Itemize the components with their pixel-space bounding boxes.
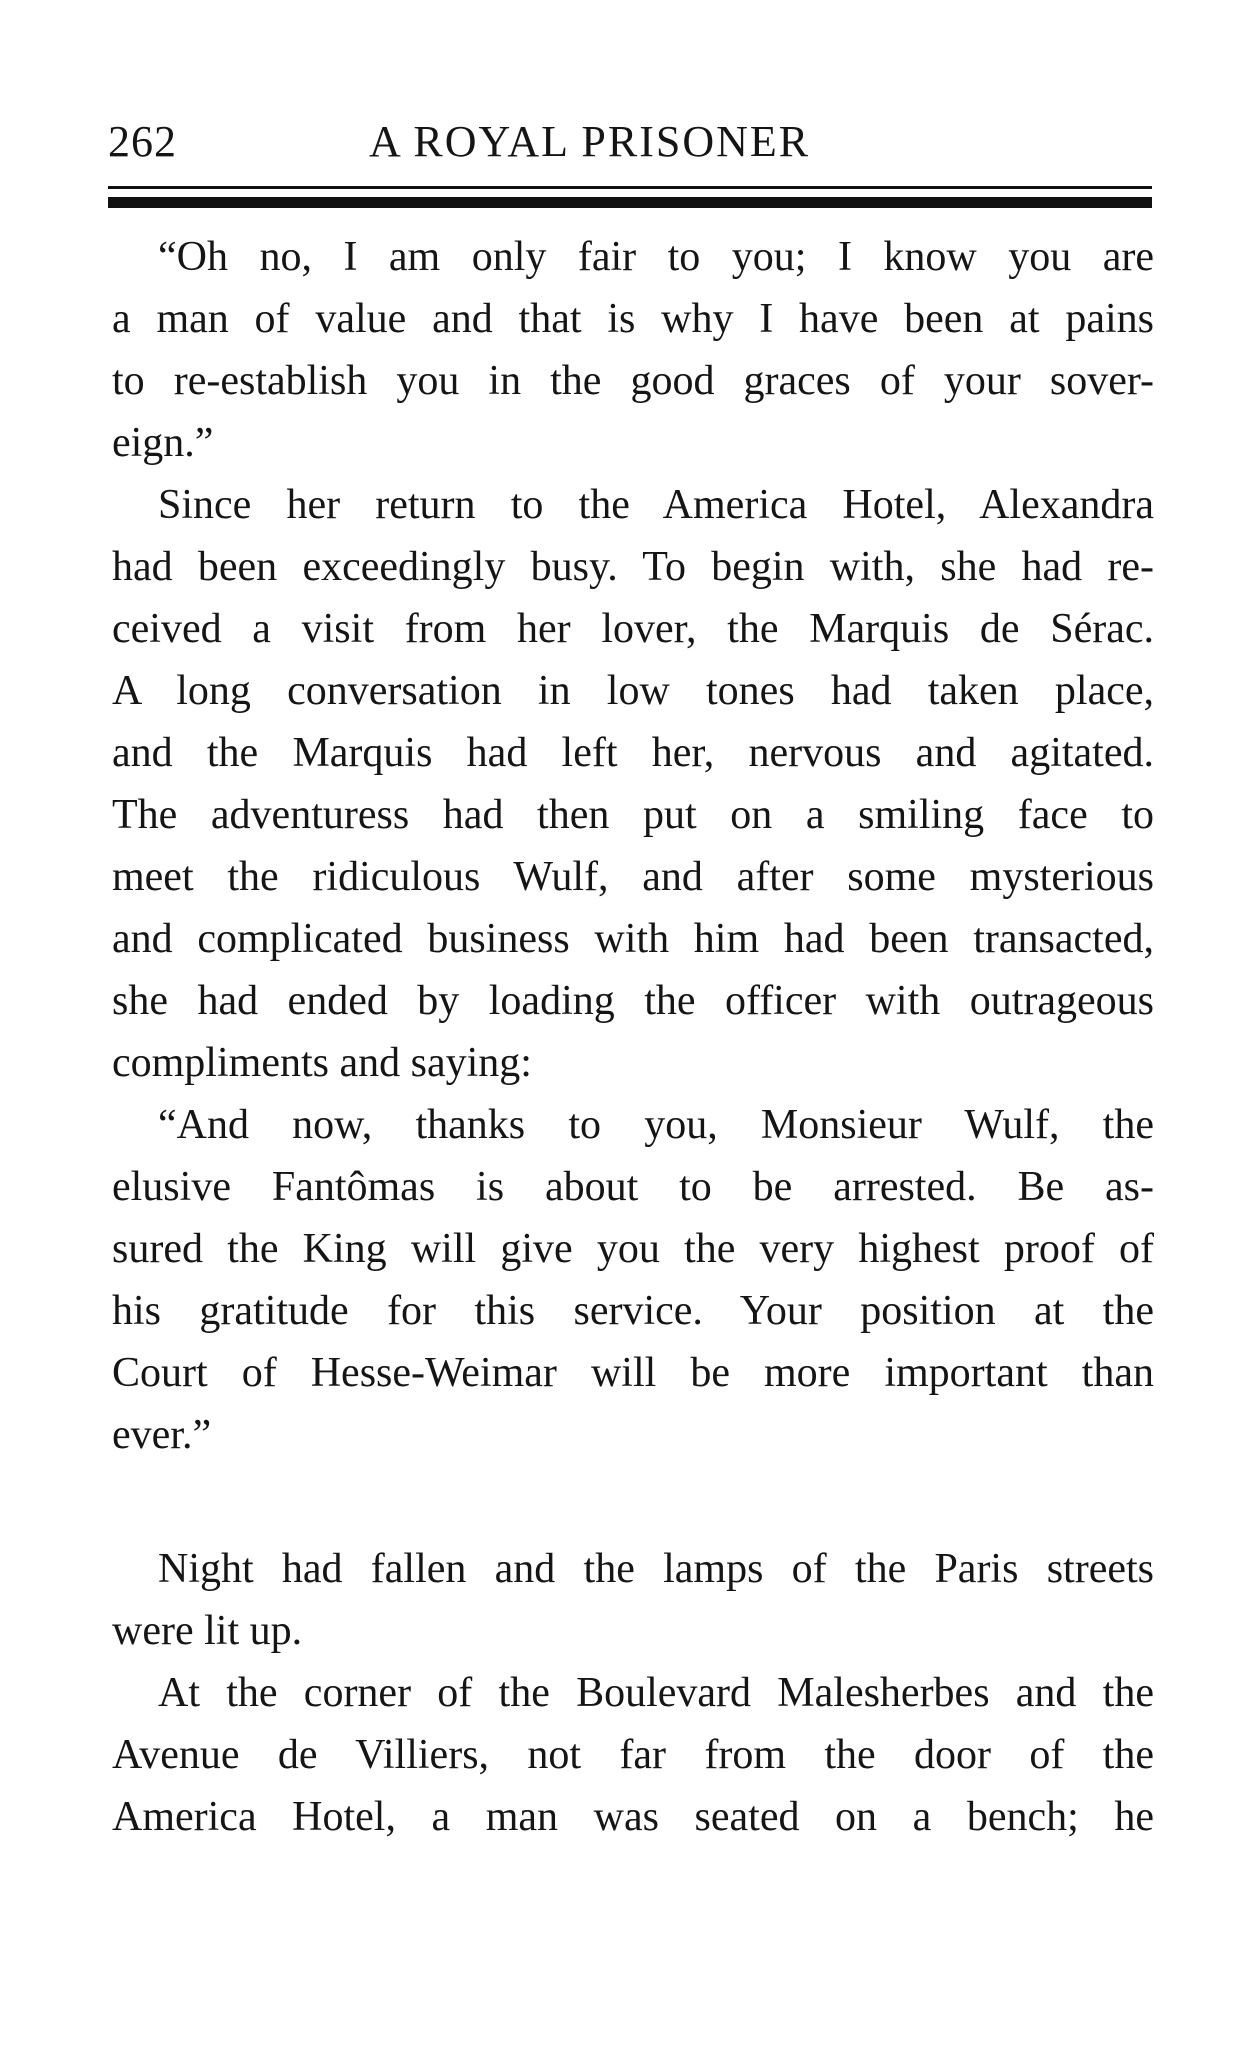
text-line: Night had fallen and the lamps of the Paris streets (158, 1546, 1154, 1592)
text-line: a man of value and that is why I have been at pains (112, 296, 1154, 342)
text-line: sured the King will give you the very highest proof of (112, 1226, 1154, 1272)
text-line: “And now, thanks to you, Monsieur Wulf, the (158, 1102, 1154, 1148)
text-line: America Hotel, a man was seated on a bench; he (112, 1794, 1154, 1840)
text-line: had been exceedingly busy. To begin with, she had re- (112, 544, 1154, 590)
body-text-section-1 (112, 226, 1154, 1466)
text-line: Avenue de Villiers, not far from the door of the (112, 1732, 1154, 1778)
text-line: At the corner of the Boulevard Malesherbes and the (158, 1670, 1154, 1716)
text-line: A long conversation in low tones had taken place, (112, 668, 1154, 714)
text-line: eign.” (112, 420, 214, 466)
text-line: his gratitude for this service. Your position at the (112, 1288, 1154, 1334)
text-line: The adventuress had then put on a smiling face to (112, 792, 1154, 838)
page-number: 262 (108, 117, 177, 166)
text-line: Since her return to the America Hotel, Alexandra (158, 482, 1154, 528)
text-line: Court of Hesse-Weimar will be more important than (112, 1350, 1154, 1396)
body-text-section-2 (112, 1538, 1154, 1848)
header-rule-thin (108, 186, 1152, 189)
text-line: and the Marquis had left her, nervous and agitated. (112, 730, 1154, 776)
text-line: compliments and saying: (112, 1040, 532, 1086)
text-line: “Oh no, I am only fair to you; I know you are (158, 234, 1154, 280)
text-line: were lit up. (112, 1608, 303, 1654)
text-line: to re-establish you in the good graces of your sover- (112, 358, 1154, 404)
text-line: ceived a visit from her lover, the Marquis de Sérac. (112, 606, 1154, 652)
text-line: she had ended by loading the officer with outrageous (112, 978, 1154, 1024)
book-title: A ROYAL PRISONER (369, 117, 811, 166)
running-head (108, 112, 1152, 172)
text-line: meet the ridiculous Wulf, and after some mysterious (112, 854, 1154, 900)
text-line: elusive Fantômas is about to be arrested. Be as- (112, 1164, 1154, 1210)
text-line: ever.” (112, 1412, 212, 1458)
text-line: and complicated business with him had been transacted, (112, 916, 1154, 962)
header-rule-thick (108, 197, 1152, 208)
